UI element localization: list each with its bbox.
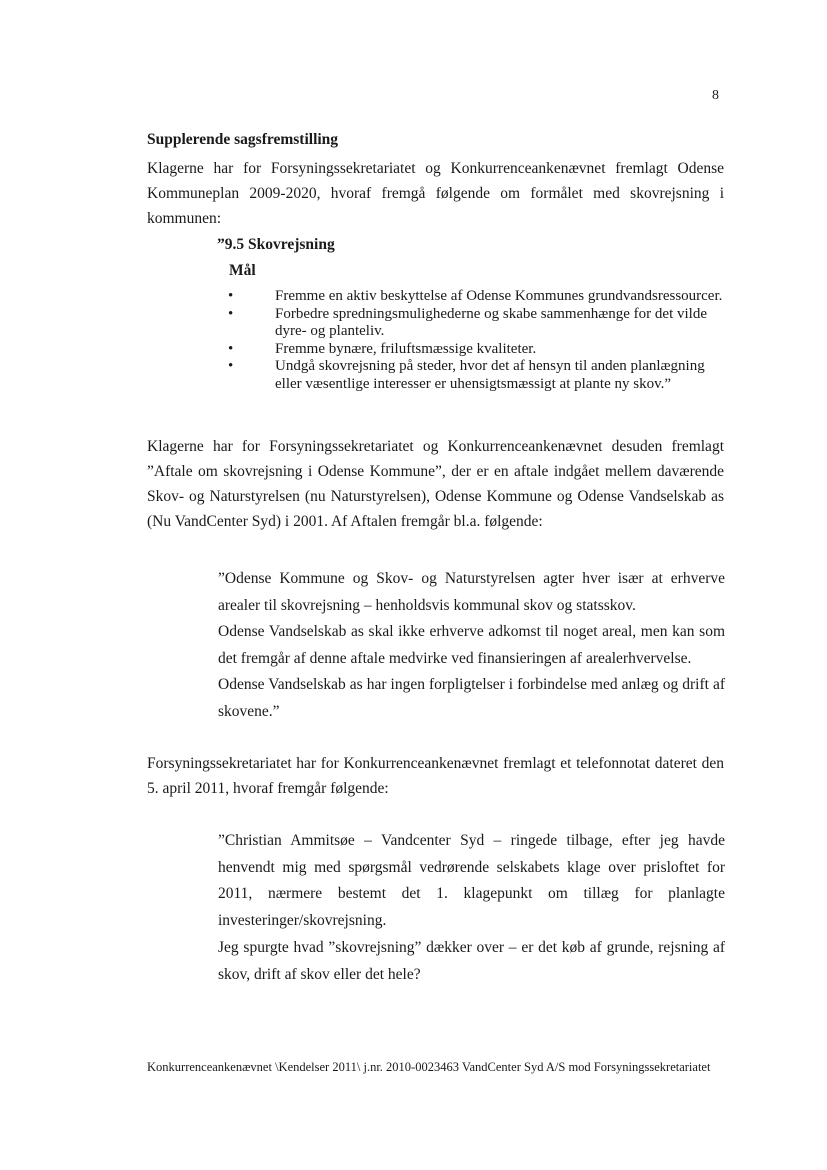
page-number: 8 — [712, 88, 719, 103]
quote-telefonnotat-2: Jeg spurgte hvad ”skovrejsning” dækker over – er det køb af grunde, rejsning af skov, drift af skov eller det hele? — [218, 939, 725, 983]
bullet-icon: • — [228, 305, 234, 322]
list-item: • Fremme bynære, friluftsmæssige kvaliteter. — [228, 340, 537, 357]
paragraph-telefonnotat: Forsyningssekretariatet har for Konkurrenceankenævnet fremlagt et telefonnotat dateret den 5. april 2011, hvoraf fremgår følgende: — [147, 755, 724, 797]
list-item: • Fremme en aktiv beskyttelse af Odense Kommunes grundvandsressourcer. — [228, 288, 723, 304]
list-item: • Undgå skovrejsning på steder, hvor det af hensyn til anden planlægning eller væsentlige interesser er uhensigtsmæssigt at plante ny skov.” — [228, 358, 705, 392]
quote-line: ”Odense Kommune og Skov- og Naturstyrelsen agter hver især at erhverve arealer til skovrejsning – henholdsvis kommunal skov og statsskov. — [218, 570, 725, 614]
bullet-icon: • — [228, 358, 234, 374]
goals-list — [228, 288, 728, 393]
quote-line: Odense Vandselskab as skal ikke erhverve adkomst til noget areal, men kan som det fremgår af denne aftale medvirke ved finansieringen af arealerhvervelse. — [218, 623, 725, 667]
quote-aftale — [218, 566, 725, 725]
paragraph-aftale: Klagerne har for Forsyningssekretariatet og Konkurrenceankenævnet desuden fremlagt ”Aftale om skovrejsning i Odense Kommune”, der er en aftale indgået mellem daværende Skov- og Naturstyrelsen (nu Naturstyrelsen), Odense Kommune og Odense Vandselskab as (Nu VandCenter Syd) i 2001. Af Aftalen fremgår bl.a. følgende: — [147, 438, 724, 530]
bullet-icon: • — [228, 288, 234, 304]
section-heading: Supplerende sagsfremstilling — [147, 131, 339, 148]
page-footer: Konkurrenceankenævnet \Kendelser 2011\ j.nr. 2010-0023463 VandCenter Syd A/S mod Forsyningssekretariatet — [147, 1060, 711, 1074]
quote-title: ”9.5 Skovrejsning — [217, 236, 335, 253]
bullet-icon: • — [228, 340, 234, 357]
quote-line: Odense Vandselskab as har ingen forpligtelser i forbindelse med anlæg og drift af skovene.” — [218, 676, 725, 720]
paragraph-kommuneplan: Klagerne har for Forsyningssekretariatet og Konkurrenceankenævnet fremlagt Odense Kommuneplan 2009-2020, hvoraf fremgå følgende om formålet med skovrejsning i kommunen: — [147, 160, 724, 227]
quote-telefonnotat-1: ”Christian Ammitsøe – Vandcenter Syd – ringede tilbage, efter jeg havde henvendt mig med spørgsmål vedrørende selskabets klage over prisloftet for 2011, nærmere bestemt det 1. klagepunkt om tillæg for planlagte investeringer/skovrejsning. — [218, 832, 725, 929]
quote-subtitle: Mål — [229, 262, 256, 279]
list-item: • Forbedre spredningsmulighederne og skabe sammenhænge for det vilde dyre- og planteliv. — [228, 305, 707, 339]
